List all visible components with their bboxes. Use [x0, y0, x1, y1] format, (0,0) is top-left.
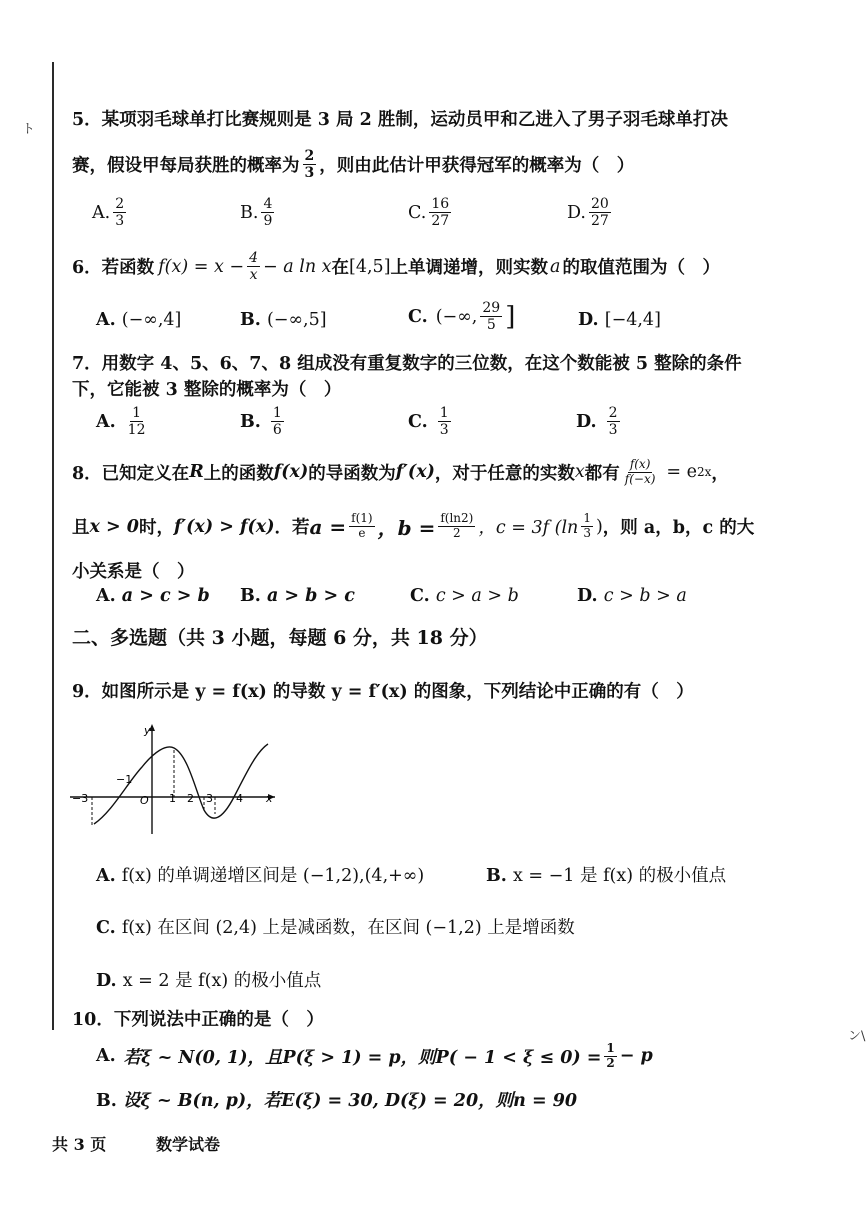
- q8-ineq: f′(x) > f(x): [173, 516, 275, 537]
- tick-1: 1: [169, 792, 176, 805]
- option-text: x = 2 是 f(x) 的极小值点: [122, 971, 322, 991]
- q10-option-a[interactable]: [96, 1042, 653, 1071]
- option-label: B.: [240, 310, 261, 330]
- frac-num: 29: [482, 300, 501, 316]
- option-label: C.: [408, 202, 427, 223]
- frac-num: 4: [263, 196, 273, 212]
- frac-den: 9: [263, 213, 273, 230]
- option-text: x = −1 是 f(x) 的极小值点: [512, 866, 727, 886]
- frac-den: 3: [583, 526, 591, 540]
- frac-num: 1: [132, 405, 142, 421]
- q9-derivative-graph: [70, 722, 282, 834]
- q5-fraction: [303, 148, 317, 181]
- y-axis-label: y: [144, 724, 151, 737]
- frac-num: 1: [606, 1041, 615, 1055]
- q8-b-fraction: [438, 512, 475, 541]
- q5-option-c[interactable]: [408, 196, 454, 229]
- option-text-post: − p: [619, 1046, 653, 1067]
- option-label: D.: [576, 411, 597, 432]
- option-fraction: [607, 405, 620, 438]
- q8-cond: x > 0: [89, 516, 139, 537]
- option-label: B.: [96, 1091, 117, 1111]
- option-label: A.: [96, 1046, 116, 1067]
- frac-den: 3: [608, 422, 618, 439]
- q8-mid: 上的函数: [203, 463, 274, 484]
- option-fraction: [604, 1042, 616, 1071]
- q8-a: a =: [309, 514, 347, 539]
- frac-num: f(x): [629, 457, 651, 471]
- frac-den: 12: [127, 422, 146, 439]
- option-label: B.: [486, 866, 507, 886]
- q5-option-a[interactable]: [92, 196, 129, 229]
- frac-num: 4: [249, 250, 258, 266]
- margin-mark-right: ン\: [848, 1029, 866, 1044]
- option-label: C.: [410, 586, 430, 606]
- q8-mid2: 的导函数为: [308, 463, 396, 484]
- footer-page-count: 共 3 页: [52, 1135, 107, 1154]
- option-text-pre: (−∞,: [435, 306, 478, 327]
- tick-neg1: −1: [116, 773, 133, 786]
- q6-pre: 6．若函数: [72, 258, 155, 279]
- margin-mark-top: ト: [22, 122, 36, 137]
- q8-option-c[interactable]: [410, 586, 519, 606]
- q8-line2-pre: 且: [72, 518, 90, 538]
- q8-line2-mid2: ．若: [274, 518, 310, 538]
- q7-option-b[interactable]: [240, 405, 287, 438]
- q8-option-b[interactable]: [240, 586, 355, 606]
- option-label: B.: [240, 411, 261, 432]
- option-fraction: [271, 405, 284, 438]
- q8-exp: 2x: [697, 465, 712, 480]
- q7-option-a[interactable]: [96, 405, 151, 438]
- q5-line2-post: ，则由此估计甲获得冠军的概率为（ ）: [319, 156, 635, 177]
- frac-num: f(ln2): [440, 511, 474, 526]
- q8-mid3: ，对于任意的实数: [434, 463, 575, 484]
- option-text: a > c > b: [121, 586, 210, 606]
- q9-option-a[interactable]: [96, 862, 424, 887]
- q8-a-fraction: [349, 512, 374, 541]
- q8-f: f(x): [273, 462, 309, 483]
- option-label: A.: [96, 310, 116, 330]
- frac-den: 27: [590, 213, 609, 230]
- option-label: A.: [96, 586, 116, 606]
- q8-rhs: = e: [666, 462, 698, 483]
- frac-num: 16: [431, 196, 450, 212]
- q8-c: ，c = 3f (ln: [478, 518, 579, 538]
- option-text: a > b > c: [266, 586, 355, 606]
- q6-interval: [4,5]: [349, 256, 391, 277]
- q7-option-c[interactable]: [408, 405, 454, 438]
- q6-function: f(x) = x −: [158, 256, 245, 277]
- q5-option-d[interactable]: [567, 196, 614, 229]
- option-text: f(x) 在区间 (2,4) 上是减函数，在区间 (−1,2) 上是增函数: [121, 918, 575, 938]
- option-text: (−∞,4]: [121, 310, 182, 330]
- q10-option-b[interactable]: [96, 1087, 577, 1112]
- q6-stem: [72, 250, 720, 283]
- option-text: 设ξ ~ B(n, p)，若E(ξ) = 30, D(ξ) = 20，则n = 90: [122, 1091, 578, 1111]
- option-label: A.: [96, 411, 116, 432]
- origin-label: O: [140, 794, 149, 807]
- option-fraction: [480, 300, 502, 333]
- frac-den: 3: [439, 422, 449, 439]
- q8-option-a[interactable]: [96, 586, 210, 606]
- option-label: B.: [240, 586, 261, 606]
- section-heading: 二、多选题（共 3 小题，每题 6 分，共 18 分）: [72, 627, 488, 649]
- option-fraction: [126, 405, 148, 438]
- q9-option-c[interactable]: [96, 914, 575, 939]
- q8-b: ，b =: [377, 516, 436, 540]
- q9-option-b[interactable]: [486, 862, 726, 887]
- frac-den: 27: [431, 213, 450, 230]
- option-label: C.: [96, 918, 116, 938]
- q6-var: a: [550, 256, 561, 277]
- x-axis-label: x: [266, 792, 273, 805]
- option-label: A.: [96, 866, 116, 886]
- frac-den: f(−x): [624, 471, 656, 486]
- option-text: c > a > b: [435, 586, 519, 606]
- q8-line2-post: ，则 a，b，c 的大: [602, 518, 755, 538]
- frac-num: 20: [590, 196, 609, 212]
- frac-num: 2: [115, 196, 125, 212]
- q8-c-end: ): [595, 516, 603, 537]
- q7-option-d[interactable]: [576, 405, 623, 438]
- q5-line2-pre: 赛，假设甲每局获胜的概率为: [72, 156, 300, 177]
- frac-den: 3: [304, 165, 315, 182]
- q8-R: R: [189, 462, 204, 483]
- q8-line2-mid: 时，: [138, 518, 174, 538]
- margin-binding-line: [52, 62, 54, 1030]
- q8-fraction: [623, 458, 658, 487]
- q9-stem: 9．如图所示是 y = f(x) 的导数 y = f′(x) 的图象，下列结论中正确的有（ ）: [72, 682, 694, 702]
- q8-c-fraction: [581, 512, 593, 541]
- q6-option-a[interactable]: [96, 310, 181, 330]
- option-text: c > b > a: [603, 586, 687, 606]
- frac-den: 6: [272, 422, 282, 439]
- option-text: f(x) 的单调递增区间是 (−1,2),(4,+∞): [121, 866, 425, 886]
- q8-line2: [72, 512, 754, 541]
- frac-num: 2: [608, 405, 618, 421]
- q6-mid: 在: [331, 258, 350, 279]
- tick-3: 3: [206, 792, 213, 805]
- tick-2: 2: [187, 792, 194, 805]
- q7-line1: 7．用数字 4、5、6、7、8 组成没有重复数字的三位数，在这个数能被 5 整除的条件: [72, 354, 742, 374]
- q6-option-b[interactable]: [240, 310, 327, 330]
- frac-den: 3: [115, 213, 125, 230]
- q8-mid4: 都有: [584, 463, 620, 484]
- q6-option-c[interactable]: [408, 300, 515, 333]
- frac-num: f(1): [351, 511, 373, 526]
- q8-line1: [72, 458, 729, 487]
- q7-line2: 下，它能被 3 整除的概率为（ ）: [72, 380, 342, 400]
- option-label: A.: [92, 202, 111, 223]
- option-text-pre: 若ξ ~ N(0, 1)，且P(ξ > 1) = p，则P( − 1 < ξ ≤ 0) =: [123, 1047, 602, 1068]
- q8-end: ，: [711, 463, 729, 484]
- frac-num: 1: [272, 405, 282, 421]
- q9-option-d[interactable]: [96, 967, 321, 992]
- option-text-post: ]: [505, 301, 516, 332]
- frac-den: x: [249, 267, 258, 284]
- option-fraction: [589, 196, 611, 229]
- option-label: C.: [408, 411, 428, 432]
- q6-post: 上单调递增，则实数: [390, 258, 549, 279]
- q5-option-b[interactable]: [240, 196, 277, 229]
- q5-line1: 5．某项羽毛球单打比赛规则是 3 局 2 胜制，运动员甲和乙进入了男子羽毛球单打决: [72, 110, 728, 130]
- q8-pre: 8．已知定义在: [72, 463, 190, 484]
- q8-x: x: [574, 462, 585, 483]
- frac-num: 1: [439, 405, 449, 421]
- frac-den: 2: [453, 526, 461, 540]
- q8-fp: f′(x): [395, 462, 435, 483]
- q10-stem: 10．下列说法中正确的是（ ）: [72, 1010, 324, 1030]
- footer-subject: 数学试卷: [156, 1135, 221, 1154]
- option-fraction: [438, 405, 451, 438]
- q8-line3: 小关系是（ ）: [72, 562, 195, 582]
- option-fraction: [429, 196, 451, 229]
- q5-line2: [72, 148, 634, 181]
- option-label: D.: [577, 586, 598, 606]
- option-fraction: [113, 196, 126, 229]
- tick-neg3: −3: [72, 792, 89, 805]
- frac-den: 5: [486, 317, 496, 334]
- frac-num: 2: [304, 148, 315, 164]
- q6-option-d[interactable]: [578, 310, 661, 330]
- option-label: D.: [567, 202, 586, 223]
- option-label: D.: [96, 971, 117, 991]
- tick-4: 4: [236, 792, 243, 805]
- option-fraction: [261, 196, 274, 229]
- option-label: B.: [240, 202, 259, 223]
- option-label: C.: [408, 306, 428, 327]
- option-text: [−4,4]: [604, 310, 661, 330]
- q6-post2: 的取值范围为（ ）: [562, 258, 720, 279]
- q6-function-tail: − a ln x: [263, 256, 332, 277]
- option-text: (−∞,5]: [266, 310, 327, 330]
- frac-den: 2: [606, 1055, 615, 1070]
- option-label: D.: [578, 310, 599, 330]
- q8-option-d[interactable]: [577, 586, 687, 606]
- frac-den: e: [358, 526, 366, 540]
- q6-fraction: [247, 250, 260, 283]
- frac-num: 1: [583, 511, 591, 526]
